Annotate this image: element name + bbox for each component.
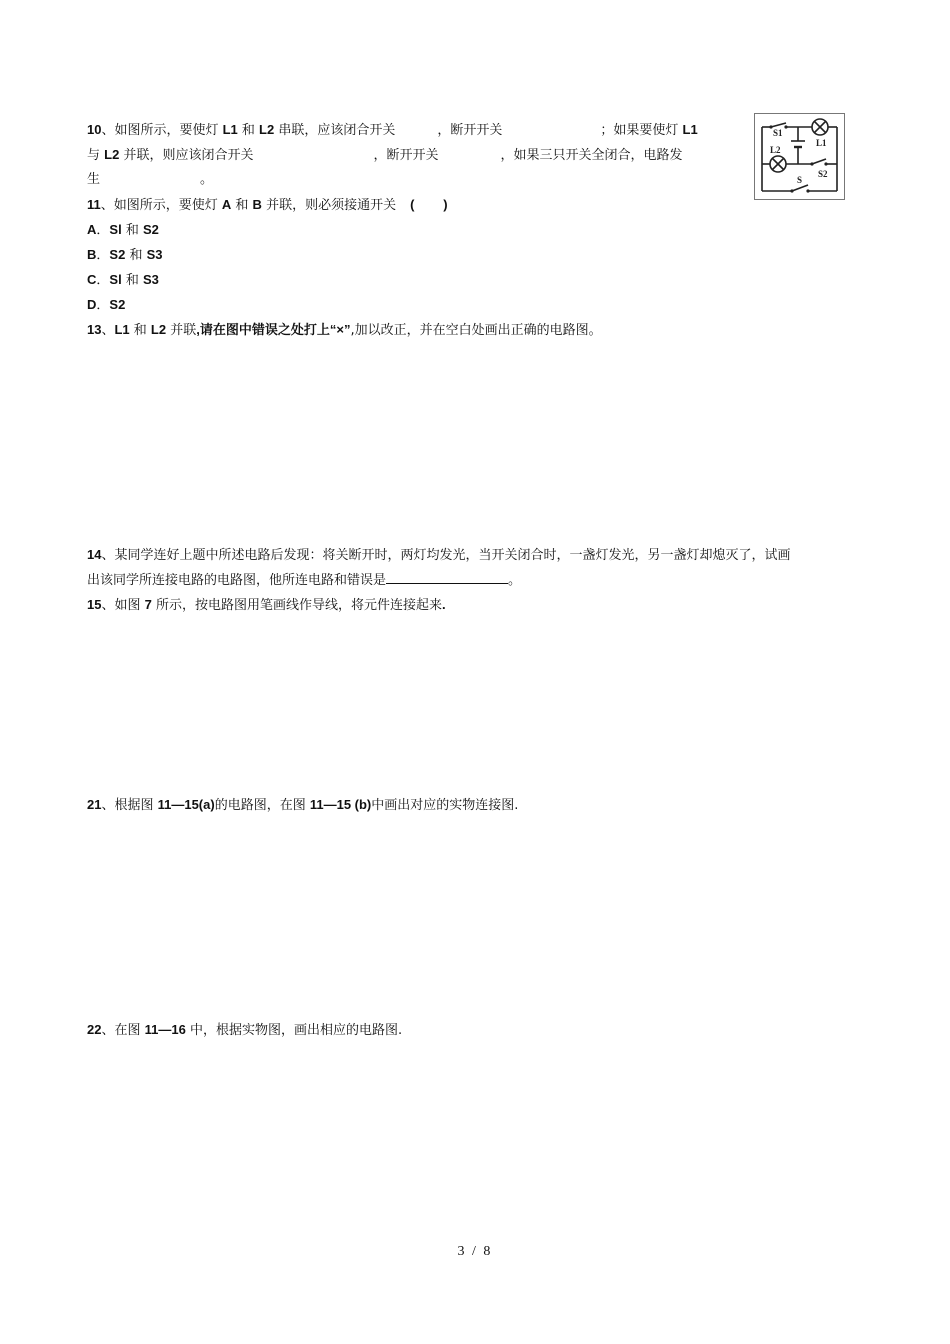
q22-text: 中，根据实物图，画出相应的电路图. — [185, 1023, 403, 1038]
option-letter: A — [87, 222, 97, 237]
q10-text: 与 — [87, 148, 105, 163]
q13-text: ,请在图中错误之处打上 — [196, 322, 330, 337]
option-switch: Sl — [109, 272, 122, 287]
q15-text: . — [441, 597, 446, 612]
option-sep: ． — [96, 223, 110, 238]
q22-figure-ref: 11—16 — [144, 1022, 186, 1037]
q10-line1 — [87, 121, 698, 140]
q14-text: 出该同学所连接电路的电路图，他所连电路和错误是 — [87, 573, 387, 588]
switch-contact — [806, 189, 809, 192]
q14-number: 14 — [87, 547, 102, 562]
q10-text: 串联，应该闭合开关 — [274, 123, 396, 138]
option-switch: S3 — [142, 272, 159, 287]
q21-number: 21 — [87, 797, 102, 812]
q13-lamp-l1: L1 — [114, 322, 130, 337]
q13-text: 和 — [129, 323, 151, 338]
q13-stem — [87, 321, 602, 340]
q21-text: 的电路图，在图 — [214, 798, 310, 813]
q10-text: 、如图所示，要使灯 — [101, 123, 223, 138]
q14-line1 — [87, 546, 790, 565]
q14-text: 、某同学连好上题中所述电路后发现：将关断开时，两灯均发光，当开关闭合时，一盏灯发光，另一盏灯却熄灭了，试画 — [101, 548, 791, 563]
q10-text: 生 — [87, 172, 101, 187]
option-text: 和 — [125, 248, 147, 263]
q11-answer-paren: ( ) — [410, 197, 448, 212]
label-l1: L1 — [816, 138, 827, 148]
option-letter: C — [87, 272, 97, 287]
q11-option-b — [87, 246, 162, 265]
option-switch: Sl — [109, 222, 122, 237]
option-sep: ． — [96, 298, 110, 313]
q10-lamp-l1: L1 — [222, 122, 238, 137]
q11-option-c — [87, 271, 159, 290]
q21-stem — [87, 796, 518, 815]
q10-lamp-l1: L1 — [682, 122, 698, 137]
switch-contact — [824, 162, 827, 165]
q13-text: 、 — [101, 323, 115, 338]
q10-text: ，断开开关 — [373, 148, 439, 163]
option-switch: S2 — [109, 297, 126, 312]
option-sep: ． — [96, 273, 110, 288]
q10-text: ，如果三只开关全闭合，电路发 — [500, 148, 683, 163]
q11-option-a — [87, 221, 159, 240]
q13-lamp-l2: L2 — [150, 322, 167, 337]
option-letter: B — [87, 247, 97, 262]
option-switch: S2 — [109, 247, 126, 262]
q11-lamp-b: B — [252, 197, 262, 212]
q10-text: 并联，则应该闭合开关 — [119, 148, 254, 163]
q10-text: ；如果要使灯 — [600, 123, 683, 138]
option-text: 和 — [121, 223, 143, 238]
q14-line2 — [87, 571, 521, 590]
q11-lamp-a: A — [221, 197, 232, 212]
page-number: 3 / 8 — [457, 1244, 493, 1259]
q15-figure-ref: 7 — [144, 597, 152, 612]
option-letter: D — [87, 297, 97, 312]
option-switch: S3 — [146, 247, 163, 262]
q10-text: 。 — [200, 172, 214, 187]
q15-text: 所示，按电路图用笔画线作导线，将元件连接起来 — [151, 598, 442, 613]
q22-number: 22 — [87, 1022, 102, 1037]
q21-text: 、根据图 — [101, 798, 158, 813]
q13-text: 并联 — [166, 323, 197, 338]
circuit-diagram — [754, 113, 845, 200]
q10-text: 和 — [237, 123, 260, 138]
q13-number: 13 — [87, 322, 102, 337]
q22-stem — [87, 1021, 402, 1040]
q10-text: ，断开开关 — [437, 123, 503, 138]
q15-text: 、如图 — [101, 598, 145, 613]
switch-contact — [784, 125, 787, 128]
q11-option-d — [87, 296, 125, 315]
q11-stem — [87, 196, 448, 215]
switch-contact — [810, 162, 813, 165]
q21-text: 中画出对应的实物连接图. — [371, 798, 519, 813]
q11-text: 并联，则必须接通开关 — [261, 198, 397, 213]
q10-number: 10 — [87, 122, 102, 137]
label-s: S — [797, 175, 803, 185]
q21-figure-ref: 11—15 (b) — [309, 797, 372, 812]
q11-text: 和 — [231, 198, 253, 213]
q15-number: 15 — [87, 597, 102, 612]
q22-text: 、在图 — [101, 1023, 145, 1038]
q14-text: 。 — [508, 573, 522, 588]
q13-mark: “×” — [329, 322, 351, 337]
label-l2: L2 — [770, 145, 781, 155]
q10-line3 — [87, 171, 213, 189]
switch-contact — [790, 189, 793, 192]
q14-answer-blank — [386, 571, 508, 584]
q21-figure-ref: 11—15(a) — [157, 797, 215, 812]
label-s1: S1 — [773, 128, 783, 138]
option-sep: ． — [96, 248, 110, 263]
q15-stem — [87, 596, 446, 615]
option-switch: S2 — [142, 222, 159, 237]
q10-lamp-l2: L2 — [104, 147, 120, 162]
option-text: 和 — [121, 273, 143, 288]
q10-line2 — [87, 146, 682, 165]
q11-text: 、如图所示，要使灯 — [100, 198, 222, 213]
label-s2: S2 — [818, 169, 828, 179]
q10-lamp-l2: L2 — [259, 122, 275, 137]
q11-number: 11 — [87, 197, 101, 212]
q13-text: ,加以改正，并在空白处画出正确的电路图。 — [350, 323, 602, 338]
